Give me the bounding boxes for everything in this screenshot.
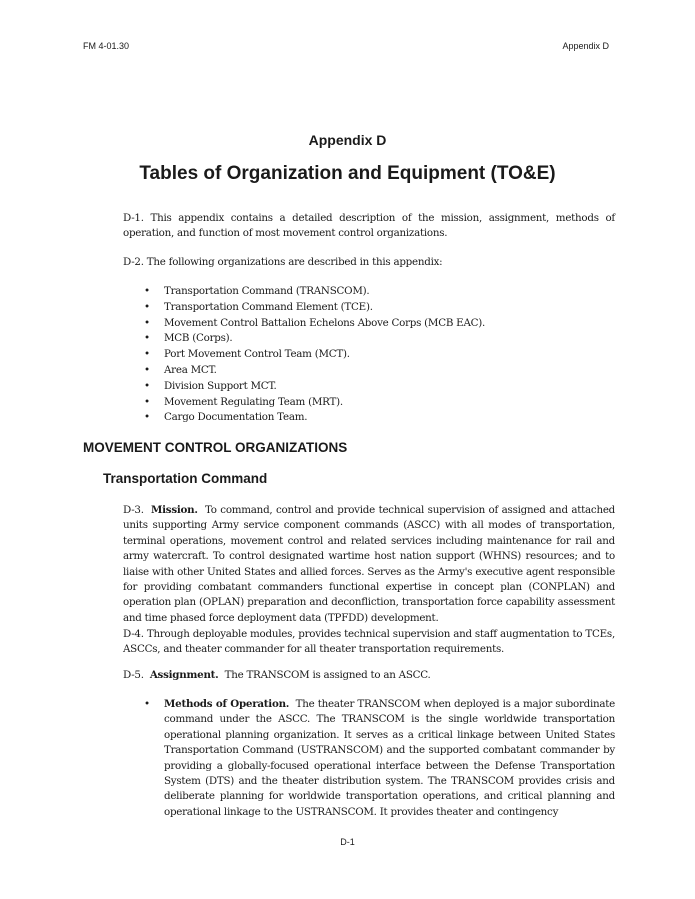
assignment-label: Assignment.	[149, 669, 219, 681]
paragraph-d2: D-2. The following organizations are described in this appendix:	[123, 256, 443, 268]
organization-list	[123, 284, 615, 426]
bullet-icon: •	[144, 395, 150, 408]
list-item: • Port Movement Control Team (MCT).	[123, 347, 615, 363]
paragraph-d4: D-4. Through deployable modules, provides technical supervision and staff augmentation to TCEs, ASCCs, and theater commander for all theater transportation requirements.	[123, 628, 615, 656]
bullet-icon: •	[144, 348, 150, 361]
list-item: • MCB (Corps).	[123, 331, 615, 347]
bullet-icon: •	[144, 316, 150, 329]
list-item: • Movement Control Battalion Echelons Above Corps (MCB EAC).	[123, 316, 615, 332]
list-item: • Area MCT.	[123, 363, 615, 379]
appendix-label: Appendix D	[308, 132, 387, 148]
list-item: • Division Support MCT.	[123, 379, 615, 395]
methods-label: Methods of Operation.	[164, 698, 290, 710]
bullet-icon: •	[144, 379, 150, 392]
section-heading: MOVEMENT CONTROL ORGANIZATIONS	[83, 440, 348, 455]
bullet-icon: •	[144, 698, 150, 710]
list-item: • Transportation Command Element (TCE).	[123, 300, 615, 316]
list-item: • Movement Regulating Team (MRT).	[123, 395, 615, 411]
list-item: • Transportation Command (TRANSCOM).	[123, 284, 615, 300]
list-item: • Cargo Documentation Team.	[123, 410, 615, 426]
bullet-icon: •	[144, 363, 150, 376]
header-manual-number: FM 4-01.30	[83, 41, 130, 51]
bullet-icon: •	[144, 332, 150, 345]
paragraph-d3: D-3. Mission. To command, control and provide technical supervision of assigned and attached units supporting Army service component commands (ASCC) with all modes of transportation, terminal operations, movement control and related services including maintenance for rail and army watercraft. To control designated wartime host nation support (WHNS) resources; and to liaise with other United States and allied forces. Serves as the Army's executive agent responsible for providing combatant commanders functional expertise in concept plan (CONPLAN) and operation plan (OPLAN) preparation and deconfliction, transportation force capability assessment and time phased force deployment data (TPFDD) development.	[123, 504, 616, 624]
paragraph-d5: D-5. Assignment. The TRANSCOM is assigned to an ASCC.	[123, 669, 431, 681]
bullet-icon: •	[144, 285, 150, 297]
page-number: D-1	[340, 837, 355, 847]
header-appendix: Appendix D	[562, 41, 609, 51]
methods-of-operation-item: • Methods of Operation. The theater TRANSCOM when deployed is a major subordinate command under the ASCC. The TRANSCOM is the single worldwide transportation operational planning organization. It serves as a critical linkage between United States Transportation Command (USTRANSCOM) and the supported combatant commander by providing a globally-focused operational interface between the Defense Transportation System (DTS) and the theater distribution system. The TRANSCOM provides crisis and deliberate planning for worldwide transportation operations, and critical planning and operational linkage to the USTRANSCOM. It provides theater and contingency	[144, 698, 616, 818]
paragraph-d1: D-1. This appendix contains a detailed description of the mission, assignment, methods of operation, and function of most movement control organizations.	[123, 212, 615, 240]
bullet-icon: •	[144, 300, 150, 313]
page-title: Tables of Organization and Equipment (TO&E)	[139, 163, 556, 184]
bullet-icon: •	[144, 411, 150, 424]
mission-label: Mission.	[150, 504, 198, 516]
subsection-heading: Transportation Command	[103, 471, 268, 486]
